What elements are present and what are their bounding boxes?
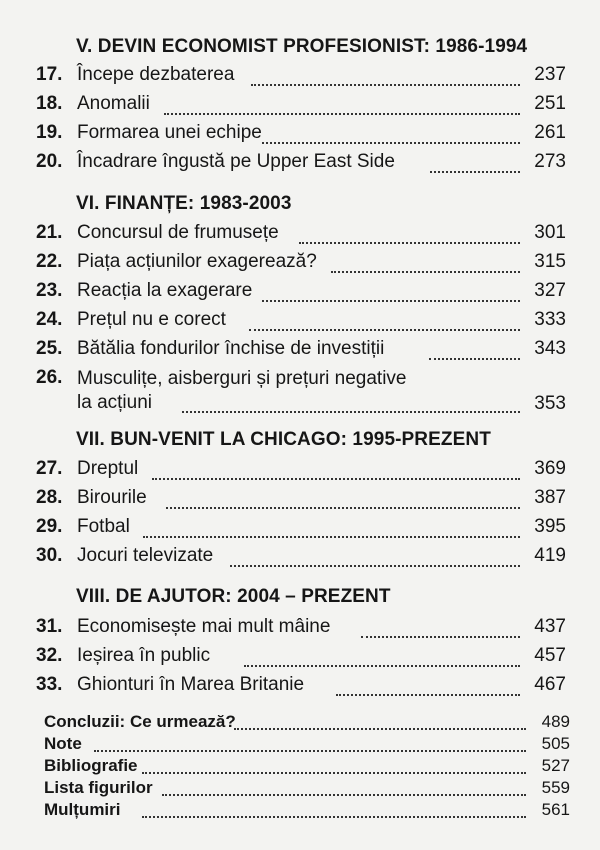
chapter-number: 27. [36,458,63,479]
dot-leader [262,142,520,144]
chapter-title: Formarea unei echipe [77,122,262,143]
dot-leader [164,113,520,115]
back-matter-title: Mulțumiri [44,800,121,819]
dot-leader [230,565,520,567]
page-number: 343 [534,338,566,359]
chapter-number: 19. [36,122,63,143]
dot-leader [142,816,526,818]
part-title-vii: VII. BUN-VENIT LA CHICAGO: 1995-PREZENT [76,429,491,450]
page-number: 467 [534,674,566,695]
chapter-title: Dreptul [77,458,139,479]
toc-entry-19 [36,122,566,148]
toc-entry-20 [36,151,566,177]
back-matter-notes [44,734,570,756]
page-number: 327 [534,280,566,301]
chapter-title: Reacția la exagerare [77,280,253,301]
toc-entry-31 [36,616,566,642]
chapter-number: 20. [36,151,63,172]
back-matter-bibliography [44,756,570,778]
toc-entry-17 [36,64,566,90]
toc-entry-24 [36,309,566,335]
chapter-number: 21. [36,222,63,243]
chapter-number: 29. [36,516,63,537]
dot-leader [331,271,520,273]
page-number: 387 [534,487,566,508]
part-title-viii: VIII. DE AJUTOR: 2004 – PREZENT [76,586,391,607]
chapter-title: Încadrare îngustă pe Upper East Side [77,151,395,172]
chapter-number: 26. [36,367,63,388]
toc-entry-29 [36,516,566,542]
toc-entry-32 [36,645,566,671]
chapter-title-line-2: la acțiuni [77,392,152,413]
back-matter-title: Concluzii: Ce urmează? [44,712,236,731]
dot-leader [244,665,520,667]
dot-leader [336,694,520,696]
chapter-number: 25. [36,338,63,359]
page-number: 527 [541,756,570,775]
toc-entry-30 [36,545,566,571]
page-number: 489 [541,712,570,731]
page-number: 273 [534,151,566,172]
back-matter-figures [44,778,570,800]
chapter-number: 28. [36,487,63,508]
toc-entry-26 [36,367,566,417]
part-title-vi: VI. FINANȚE: 1983-2003 [76,193,292,214]
page-number: 261 [534,122,566,143]
back-matter-title: Lista figurilor [44,778,153,797]
chapter-number: 23. [36,280,63,301]
toc-entry-23 [36,280,566,306]
toc-entry-28 [36,487,566,513]
back-matter-conclusions [44,712,570,734]
chapter-title: Ghionturi în Marea Britanie [77,674,305,695]
dot-leader [299,242,520,244]
toc-entry-21 [36,222,566,248]
chapter-title: Birourile [77,487,147,508]
page-number: 369 [534,458,566,479]
dot-leader [143,536,520,538]
dot-leader [430,171,520,173]
dot-leader [162,794,526,796]
chapter-number: 33. [36,674,63,695]
page-number: 353 [534,393,566,414]
dot-leader [166,507,520,509]
back-matter-acknowledgements [44,800,570,822]
part-title-v: V. DEVIN ECONOMIST PROFESIONIST: 1986-1994 [76,36,528,57]
page-number: 559 [541,778,570,797]
chapter-number: 17. [36,64,63,85]
page-number: 561 [541,800,570,819]
chapter-number: 32. [36,645,63,666]
dot-leader [182,411,520,413]
page-number: 333 [534,309,566,330]
dot-leader [251,84,520,86]
page-number: 315 [534,251,566,272]
chapter-title: Bătălia fondurilor închise de investiții [77,338,385,359]
chapter-title: Economisește mai mult mâine [77,616,331,637]
page-number: 437 [534,616,566,637]
page-number: 251 [534,93,566,114]
page-number: 395 [534,516,566,537]
page-number: 457 [534,645,566,666]
chapter-title: Începe dezbaterea [77,64,235,85]
dot-leader [94,750,526,752]
page-number: 419 [534,545,566,566]
dot-leader [249,329,520,331]
dot-leader [234,728,526,730]
chapter-title: Ieșirea în public [77,645,211,666]
back-matter-title: Note [44,734,82,753]
chapter-number: 31. [36,616,63,637]
chapter-title: Concursul de frumusețe [77,222,279,243]
chapter-title-line-1: Musculițe, aisberguri și prețuri negative [77,368,407,389]
chapter-number: 18. [36,93,63,114]
dot-leader [429,358,520,360]
chapter-title: Jocuri televizate [77,545,214,566]
dot-leader [262,300,520,302]
back-matter-title: Bibliografie [44,756,138,775]
dot-leader [152,478,520,480]
chapter-title: Piața acțiunilor exagerează? [77,251,317,272]
page-number: 505 [541,734,570,753]
chapter-number: 24. [36,309,63,330]
chapter-title [77,367,407,415]
chapter-title: Anomalii [77,93,150,114]
chapter-title: Fotbal [77,516,130,537]
toc-entry-18 [36,93,566,119]
toc-entry-27 [36,458,566,484]
toc-entry-22 [36,251,566,277]
toc-entry-33 [36,674,566,700]
chapter-number: 22. [36,251,63,272]
page-number: 301 [534,222,566,243]
dot-leader [142,772,526,774]
chapter-number: 30. [36,545,63,566]
dot-leader [361,636,520,638]
chapter-title: Prețul nu e corect [77,309,226,330]
page-number: 237 [534,64,566,85]
toc-entry-25 [36,338,566,364]
